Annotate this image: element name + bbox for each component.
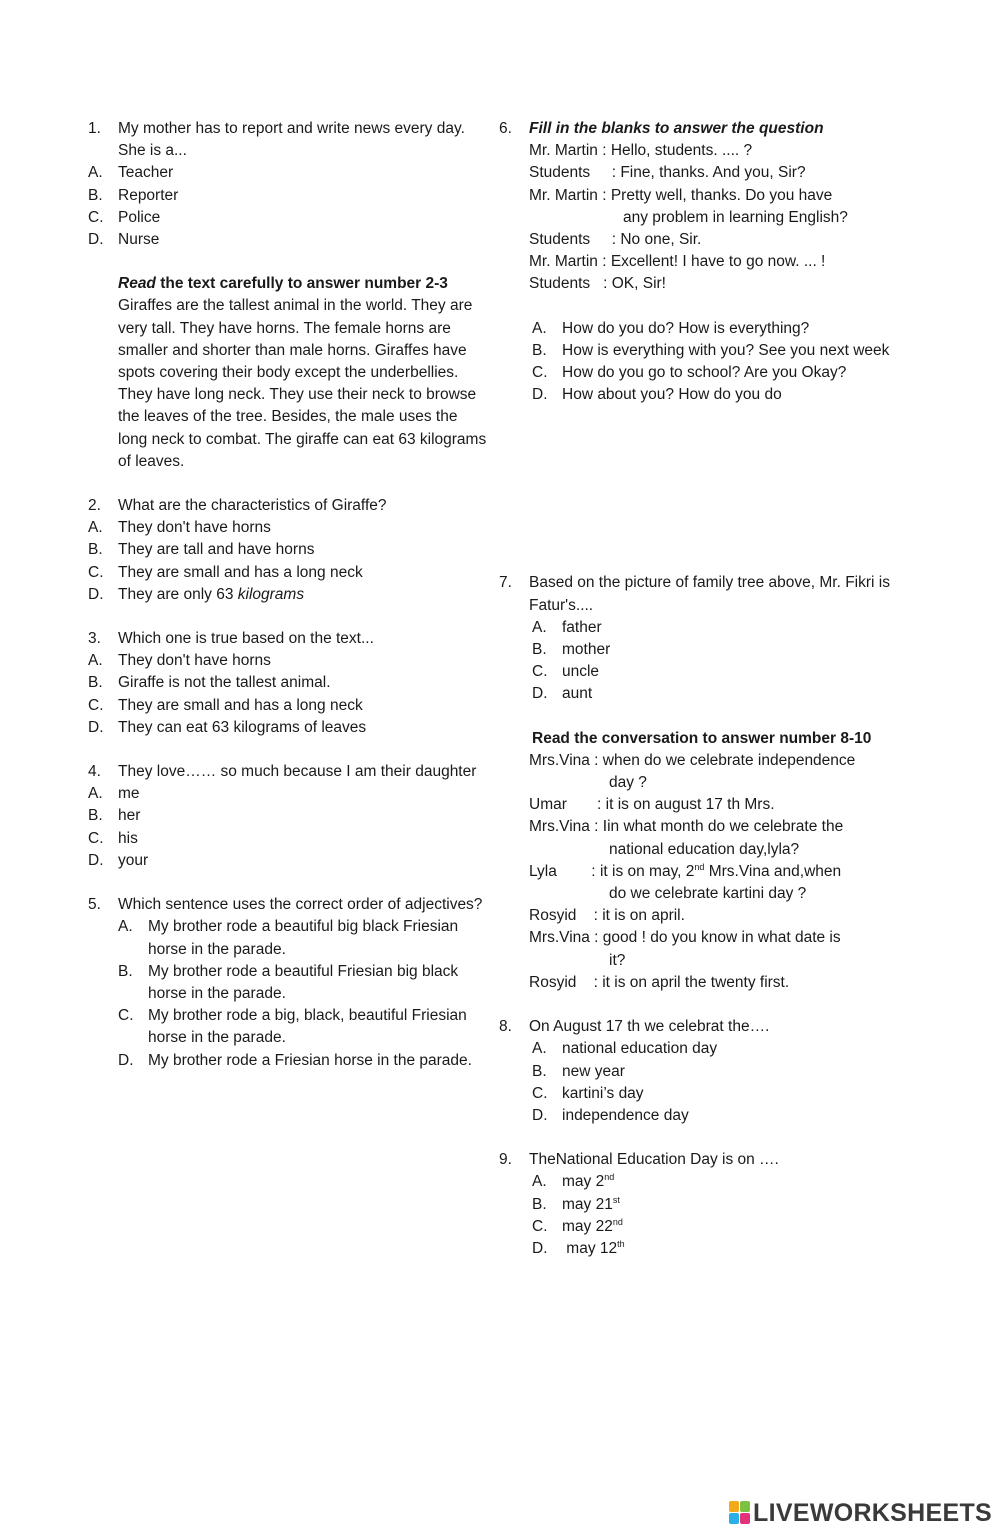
brand-name: LIVEWORKSHEETS — [753, 1498, 992, 1527]
dialog-line — [529, 861, 899, 883]
question-number: 5. — [88, 896, 101, 914]
option[interactable] — [532, 1105, 899, 1127]
separator: : — [589, 751, 603, 769]
option-text: Police — [118, 208, 161, 226]
option-letter: D. — [88, 851, 104, 869]
option[interactable] — [88, 717, 488, 739]
question-8 — [499, 1016, 899, 1038]
option[interactable] — [532, 384, 899, 406]
option-letter: D. — [88, 718, 104, 736]
option[interactable] — [88, 783, 488, 805]
question-number: 6. — [499, 120, 512, 137]
dialog-continuation: it? — [609, 951, 626, 969]
option[interactable] — [88, 805, 488, 827]
option-letter: B. — [118, 962, 133, 980]
question-number: 9. — [499, 1151, 512, 1169]
option-text: may 2 — [562, 1173, 605, 1191]
option-letter: A. — [88, 785, 103, 803]
ordinal-suffix: nd — [694, 861, 705, 872]
conversation-heading: Read the conversation to answer number 8-10 — [532, 729, 872, 747]
option-letter: C. — [88, 696, 104, 714]
separator: : — [576, 973, 603, 991]
question-text: My mother has to report and write news every day. She is a... — [118, 120, 465, 160]
option-letter: B. — [88, 807, 103, 825]
option[interactable] — [532, 340, 899, 362]
ordinal-suffix: th — [617, 1238, 625, 1249]
option-text: How do you go to school? Are you Okay? — [562, 364, 847, 382]
option-text: My brother rode a big, black, beautiful Friesian horse in the parade. — [148, 1007, 467, 1047]
option-text: may 12 — [562, 1239, 618, 1257]
speaker: Students — [529, 164, 591, 182]
speech: good ! do you know in what date is — [602, 929, 841, 947]
option-letter: A. — [88, 519, 103, 537]
ordinal-suffix: nd — [604, 1172, 615, 1183]
logo-mark-icon — [729, 1501, 751, 1525]
family-tree — [499, 464, 899, 606]
option-text: They are small and has a long neck — [118, 696, 363, 714]
option-text: national education day — [562, 1040, 718, 1058]
dialog-line — [529, 905, 899, 927]
dialog — [499, 140, 899, 295]
option-text: uncle — [562, 663, 600, 681]
option[interactable] — [88, 695, 488, 717]
option-text: your — [118, 851, 149, 869]
option-text: Reporter — [118, 186, 179, 204]
option-letter: B. — [88, 674, 103, 692]
question-text: Which sentence uses the correct order of adjectives? — [118, 896, 483, 914]
question-number: 1. — [88, 120, 101, 137]
dialog-line — [529, 162, 899, 184]
speaker: Lyla — [529, 862, 557, 880]
option[interactable] — [88, 828, 488, 850]
speech: Mrs.Vina and,when — [704, 862, 842, 880]
option-letter: B. — [532, 1195, 547, 1213]
dialog-line — [529, 229, 899, 251]
option-text: How about you? How do you do — [562, 386, 782, 404]
option-text: Giraffe is not the tallest animal. — [118, 674, 331, 692]
separator: : — [597, 253, 611, 271]
question-number: 4. — [88, 763, 101, 781]
option-letter: A. — [88, 652, 103, 670]
question-text: What are the characteristics of Giraffe? — [118, 497, 387, 515]
question-number: 3. — [88, 630, 101, 648]
speech: it is on august 17 th Mrs. — [605, 796, 775, 814]
option[interactable] — [532, 1061, 899, 1083]
speaker: Mrs.Vina — [529, 818, 590, 836]
option-text: her — [118, 807, 141, 825]
speaker: Umar — [529, 796, 567, 814]
option[interactable] — [88, 185, 488, 207]
speech: Pretty well, thanks. Do you have — [610, 186, 833, 204]
option[interactable] — [532, 362, 899, 384]
question-6 — [499, 118, 899, 140]
question-4 — [88, 761, 488, 783]
option[interactable] — [532, 1171, 899, 1193]
question-3 — [88, 628, 488, 650]
option[interactable] — [532, 683, 899, 705]
option-letter: B. — [532, 1062, 547, 1080]
speaker: Students — [529, 275, 591, 293]
ordinal-suffix: nd — [612, 1216, 623, 1227]
speech: when do we celebrate independence — [602, 751, 856, 769]
option-text: may 22 — [562, 1217, 613, 1235]
question-5 — [88, 894, 488, 916]
speech: it is on april the twenty first. — [602, 973, 790, 991]
ordinal-suffix: st — [612, 1194, 620, 1205]
speech: OK, Sir! — [611, 275, 666, 293]
option-letter: A. — [88, 164, 103, 182]
question-2 — [88, 495, 488, 517]
option-letter: D. — [88, 231, 104, 249]
option[interactable] — [88, 229, 488, 251]
speaker: Mr. Martin — [529, 186, 598, 204]
dialog-line — [529, 140, 899, 162]
dialog-line — [529, 273, 899, 295]
question-text: TheNational Education Day is on …. — [529, 1151, 779, 1169]
dialog-line — [529, 185, 899, 207]
option-letter: B. — [532, 341, 547, 359]
dialog-continuation: do we celebrate kartini day ? — [609, 885, 807, 903]
passage-heading — [118, 273, 488, 295]
option-letter: D. — [88, 585, 104, 603]
option-letter: D. — [532, 685, 548, 703]
question-number: 7. — [499, 574, 512, 592]
question-number: 8. — [499, 1018, 512, 1036]
option[interactable] — [532, 318, 899, 340]
question-9 — [499, 1149, 899, 1171]
dialog-line — [529, 794, 899, 816]
option[interactable] — [532, 1216, 899, 1238]
speaker: Mrs.Vina — [529, 929, 590, 947]
option-text: My brother rode a Friesian horse in the parade. — [148, 1051, 472, 1069]
option-text: father — [562, 618, 602, 636]
option-text: Teacher — [118, 164, 174, 182]
separator: : — [589, 929, 603, 947]
option-text-emphasis: kilograms — [237, 585, 305, 603]
option[interactable] — [88, 539, 488, 561]
option[interactable] — [88, 207, 488, 229]
option-letter: C. — [532, 1084, 548, 1102]
speech: it is on may, 2 — [599, 862, 695, 880]
speech: Fine, thanks. And you, Sir? — [620, 164, 806, 182]
question-title: Fill in the blanks to answer the question — [529, 120, 824, 137]
option-letter: C. — [532, 663, 548, 681]
option-text: me — [118, 785, 140, 803]
option-text: They don't have horns — [118, 652, 271, 670]
question-1 — [88, 118, 488, 162]
option-text: How is everything with you? See you next week — [562, 341, 890, 359]
option-text: They can eat 63 kilograms of leaves — [118, 718, 367, 736]
dialog-continuation: national education day,lyla? — [609, 840, 800, 858]
option-letter: C. — [88, 829, 104, 847]
speech: Excellent! I have to go now. ... ! — [610, 253, 826, 271]
option-text: Nurse — [118, 231, 160, 249]
separator: : — [576, 907, 603, 925]
option-letter: C. — [88, 208, 104, 226]
conversation — [499, 728, 899, 994]
option[interactable] — [88, 850, 488, 872]
option-text: kartini’s day — [562, 1084, 644, 1102]
option-text: mother — [562, 641, 611, 659]
option-text: They don't have horns — [118, 519, 271, 537]
option-letter: C. — [532, 1217, 548, 1235]
separator: : — [590, 231, 621, 249]
option-letter: A. — [532, 1040, 547, 1058]
option-letter: C. — [88, 563, 104, 581]
option[interactable] — [532, 1194, 899, 1216]
option[interactable] — [88, 650, 488, 672]
question-text: On August 17 th we celebrat the…. — [529, 1018, 770, 1036]
option-text: My brother rode a beautiful big black Friesian horse in the parade. — [148, 918, 459, 958]
dialog-line — [529, 816, 899, 838]
option-letter: B. — [88, 186, 103, 204]
option[interactable] — [532, 639, 899, 661]
separator: : — [589, 818, 603, 836]
question-text: Based on the picture of family tree above, Mr. Fikri is Fatur's.... — [529, 574, 890, 614]
speaker: Mr. Martin — [529, 253, 598, 271]
left-column — [88, 118, 488, 1072]
liveworksheets-logo — [729, 1499, 992, 1527]
option[interactable] — [88, 517, 488, 539]
option[interactable] — [532, 661, 899, 683]
passage-heading-rest: the text carefully to answer number 2-3 — [155, 275, 448, 293]
option-text: How do you do? How is everything? — [562, 319, 810, 337]
option-letter: C. — [118, 1007, 134, 1025]
question-text: They love…… so much because I am their daughter — [118, 763, 477, 781]
option[interactable] — [88, 562, 488, 584]
family-tree-diagram — [499, 464, 899, 606]
reading-passage — [88, 273, 488, 473]
option-letter: D. — [118, 1051, 134, 1069]
option[interactable] — [118, 961, 488, 1005]
option-letter: D. — [532, 386, 548, 404]
option-text: aunt — [562, 685, 593, 703]
option-letter: B. — [532, 641, 547, 659]
dialog-line — [529, 750, 899, 772]
option-text: new year — [562, 1062, 625, 1080]
option-letter: D. — [532, 1106, 548, 1124]
option[interactable] — [118, 1005, 488, 1049]
passage-text: Giraffes are the tallest animal in the world. They are very tall. They have horns. The female horns are smaller and shorter than male horns. Giraffes have spots covering their body except the underbellies. They have long neck. They use their neck to browse the leaves of the tree. Besides, the male uses the long neck to combat. The giraffe can eat 63 kilograms of leaves. — [118, 297, 487, 470]
separator: : — [556, 862, 600, 880]
option[interactable] — [532, 1083, 899, 1105]
option-letter: D. — [532, 1239, 548, 1257]
option-text: My brother rode a beautiful Friesian big black horse in the parade. — [148, 962, 459, 1002]
option[interactable] — [88, 672, 488, 694]
speech: No one, Sir. — [620, 231, 702, 249]
speaker: Mr. Martin — [529, 142, 598, 160]
option-letter: A. — [532, 1173, 547, 1191]
option-text: his — [118, 829, 138, 847]
option-text: independence day — [562, 1106, 689, 1124]
speaker: Rosyid — [529, 973, 577, 991]
dialog-line — [529, 927, 899, 949]
option[interactable] — [532, 617, 899, 639]
option[interactable] — [532, 1038, 899, 1060]
option-text: may 21 — [562, 1195, 613, 1213]
separator: : — [597, 142, 611, 160]
option[interactable] — [88, 584, 488, 606]
option-letter: C. — [532, 364, 548, 382]
speech: Hello, students. .... ? — [610, 142, 753, 160]
right-column — [499, 118, 899, 1260]
question-number: 2. — [88, 497, 101, 515]
question-text: Which one is true based on the text... — [118, 630, 374, 648]
option-letter: A. — [532, 319, 547, 337]
speech: Iin what month do we celebrate the — [602, 818, 844, 836]
dialog-continuation: any problem in learning English? — [623, 208, 848, 226]
option-letter: B. — [88, 541, 103, 559]
dialog-line — [529, 972, 899, 994]
separator: : — [590, 275, 612, 293]
speaker: Mrs.Vina — [529, 751, 590, 769]
speaker: Rosyid — [529, 907, 577, 925]
option[interactable] — [88, 162, 488, 184]
option-text: They are only 63 — [118, 585, 238, 603]
dialog-continuation: day ? — [609, 774, 647, 792]
dialog-line — [529, 251, 899, 273]
option-letter: A. — [532, 618, 547, 636]
speaker: Students — [529, 231, 591, 249]
option[interactable] — [118, 916, 488, 960]
option-text: They are tall and have horns — [118, 541, 315, 559]
separator: : — [597, 186, 611, 204]
separator: : — [566, 796, 606, 814]
option-text: They are small and has a long neck — [118, 563, 363, 581]
option[interactable] — [118, 1050, 488, 1072]
speech: it is on april. — [602, 907, 685, 925]
option[interactable] — [532, 1238, 899, 1260]
separator: : — [590, 164, 621, 182]
option-letter: A. — [118, 918, 133, 936]
passage-heading-emphasis: Read — [118, 275, 156, 293]
